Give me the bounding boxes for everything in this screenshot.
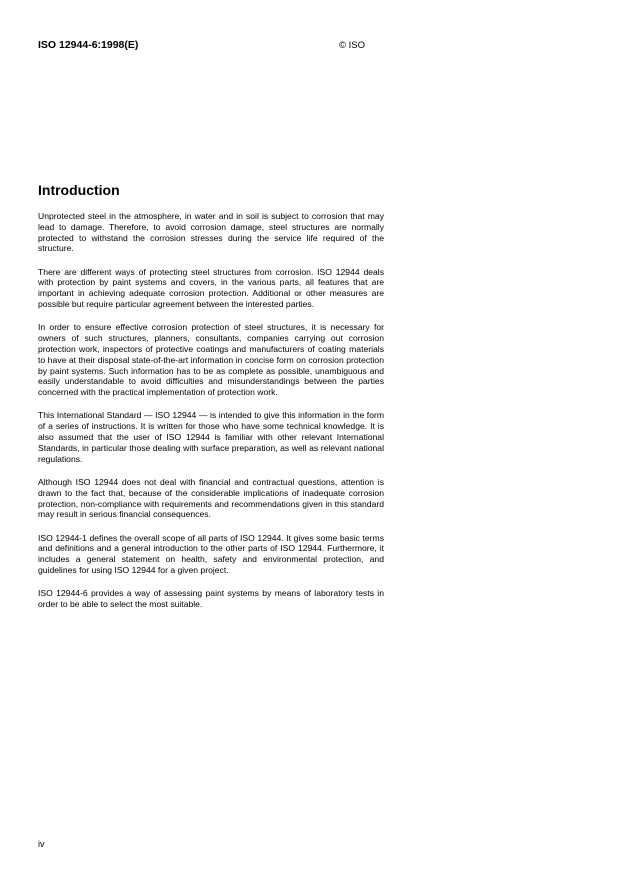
paragraph-1: Unprotected steel in the atmosphere, in water and in soil is subject to corrosion that may lead to damage. Therefore, to avoid corrosion damage, steel structures are normally protected to withstand the corrosion stresses during the service life required of the structure. xyxy=(38,211,384,254)
paragraph-6: ISO 12944-1 defines the overall scope of all parts of ISO 12944. It gives some basic terms and definitions and a general introduction to the other parts of ISO 12944. Furthermore, it includes a general statement on health, safety and environmental protection, and guidelines for using ISO 12944 for a given project. xyxy=(38,532,384,576)
paragraph-2: There are different ways of protecting steel structures from corrosion. ISO 12944 deals with protection by paint systems and covers, in the various parts, all features that are important in achieving adequate corrosion protection. Additional or other measures are possible but require particular agreement between the interested parties. xyxy=(38,266,384,310)
section-title: Introduction xyxy=(38,182,120,198)
paragraph-5: Although ISO 12944 does not deal with financial and contractual questions, attention is drawn to the fact that, because of the considerable implications of inadequate corrosion protection, non-compliance with requirements and recommendations given in this standard may result in serious financial consequences. xyxy=(38,476,384,520)
copyright-notice: © ISO xyxy=(339,40,366,51)
page-number: iv xyxy=(38,839,45,849)
introduction-body xyxy=(38,211,384,622)
paragraph-4: This International Standard — ISO 12944 — is intended to give this information in the form of a series of instructions. It is written for those who have some technical knowledge. It is also assumed that the user of ISO 12944 is familiar with other relevant International Standards, in particular those dealing with surface preparation, as well as relevant national regulations. xyxy=(38,410,384,464)
paragraph-3: In order to ensure effective corrosion protection of steel structures, it is necessary for owners of such structures, planners, consultants, companies carrying out corrosion protection work, inspectors of protective coatings and manufacturers of coating materials to have at their disposal state-of-the-art information in concise form on corrosion protection by paint systems. Such information has to be as complete as possible, unambiguous and easily understandable to avoid difficulties and misunderstandings between the parties concerned with the practical implementation of protection work. xyxy=(38,322,384,398)
paragraph-7: ISO 12944-6 provides a way of assessing paint systems by means of laboratory tests in order to be able to select the most suitable. xyxy=(38,588,384,610)
document-id: ISO 12944-6:1998(E) xyxy=(38,39,139,51)
